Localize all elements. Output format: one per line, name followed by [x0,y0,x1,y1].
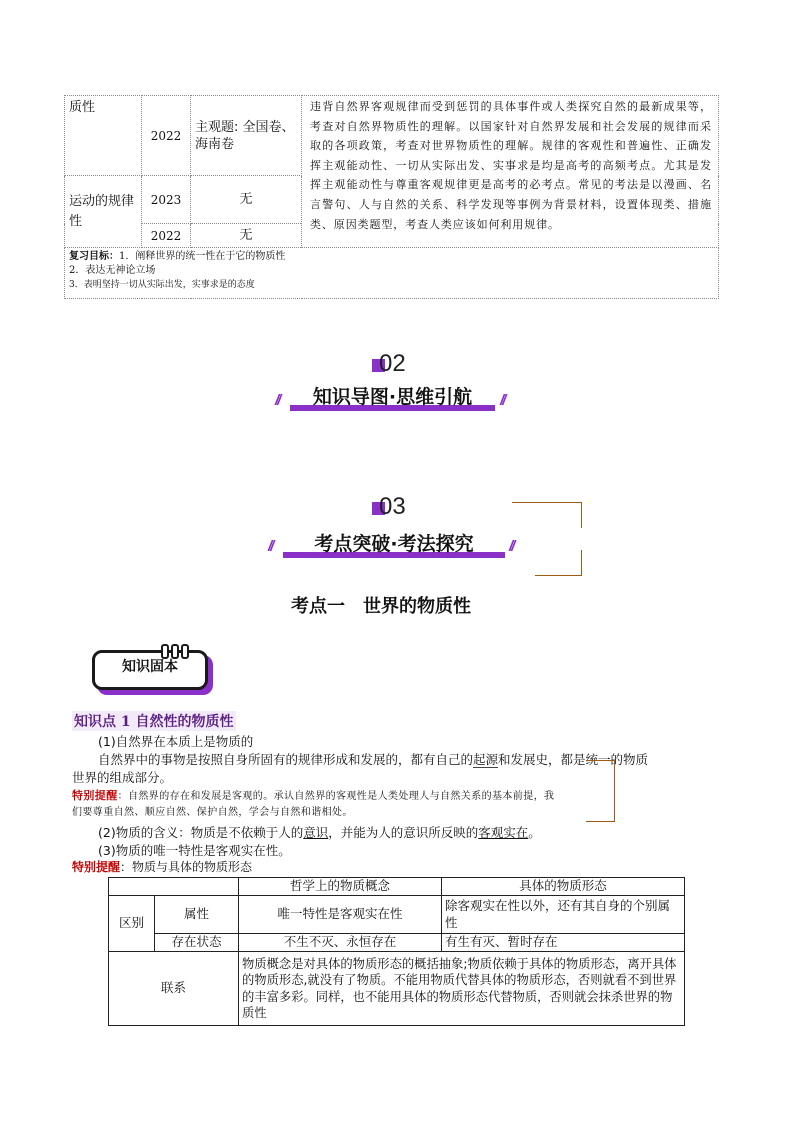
table-cell: 有生有灭、暂时存在 [442,934,685,952]
special-tip: 特别提醒：物质与具体的物质形态 [72,860,253,874]
kaodian-title: 考点一 世界的物质性 [291,596,471,617]
year-cell: 2022 [142,224,191,248]
review-goals [65,248,719,299]
right-slashes: // [500,392,505,409]
section-heading [290,382,495,411]
knowledge-badge [92,650,208,690]
knowledge-point-title: 知识点 1 自然性的物质性 [72,711,236,731]
binder-ring-icon [171,644,179,659]
table-cell: 除客观实在性以外，还有其自身的个别属性 [442,896,685,934]
topic-cell: 质性 [65,96,142,176]
paragraph: (1)自然界在本质上是物质的 [98,734,254,749]
region-cell: 无 [191,176,302,224]
exam-analysis-table [64,95,719,299]
material-comparison-table [108,877,685,1026]
section-title: 考点突破·考法探究 [314,533,474,555]
section-number: 02 [372,350,406,378]
row-header: 联系 [109,952,239,1026]
region-cell: 主观题: 全国卷、海南卷 [191,96,302,176]
left-slashes: // [275,392,280,409]
goal-item: 3．表明坚持一切从实际出发，实事求是的态度 [69,280,255,290]
right-slashes: // [509,538,514,555]
decorative-bracket [535,550,582,576]
section-heading [283,529,505,558]
year-cell: 2023 [142,176,191,224]
year-cell: 2022 [142,96,191,176]
decorative-bracket [512,502,582,528]
row-header: 区别 [109,896,155,952]
region-cell: 无 [191,224,302,248]
goal-item: 1．阐释世界的统一性在于它的物质性 [119,251,286,262]
special-tip: 特别提醒：自然界的存在和发展是客观的。承认自然界的客观性是人类处理人与自然关系的基本前提，我 们要尊重自然、顺应自然、保护自然，学会与自然和谐相处。 [72,790,555,818]
corner-cell [109,878,239,896]
paragraph: (2)物质的含义：物质是不依赖于人的意识，并能为人的意识所反映的客观实在。 [98,825,541,840]
column-header: 哲学上的物质概念 [239,878,442,896]
binder-ring-icon [181,644,189,659]
row-subheader: 属性 [155,896,239,934]
badge-label: 知识固本 [122,659,178,675]
left-slashes: // [268,538,273,555]
topic-cell: 运动的规律性 [65,176,142,248]
table-cell: 物质概念是对具体的物质形态的概括抽象;物质依赖于具体的物质形态，离开具体的物质形态,就没有了物质。不能用物质代替具体的物质形态，否则就看不到世界的丰富多彩。同样，也不能用具体的物质形态代替物质，否则就会抹杀世界的物质性 [239,952,685,1026]
section-number: 03 [372,493,406,521]
column-header: 具体的物质形态 [442,878,685,896]
binder-ring-icon [161,644,169,659]
paragraph: (3)物质的唯一特性是客观实在性。 [98,843,291,858]
goal-item: 2．表达无神论立场 [69,265,156,276]
table-cell: 不生不灭、永恒存在 [239,934,442,952]
analysis-cell: 违背自然界客观规律而受到惩罚的具体事件或人类探究自然的最新成果等，考查对自然界物质性的理解。以国家针对自然界发展和社会发展的规律而采取的各项政策，考查对世界物质性的理解。规律的客观性和普遍性、正确发挥主观能动性、一切从实际出发、实事求是均是高考的高频考点。尤其是发挥主观能动性与尊重客观规律更是高考的必考点。常见的考法是以漫画、名言警句、人与自然的关系、科学发现等事例为背景材料，设置体现类、措施类、原因类题型，考查人类应该如何利用规律。 [302,96,719,248]
section-title: 知识导图·思维引航 [312,386,473,408]
row-subheader: 存在状态 [155,934,239,952]
paragraph: 世界的组成部分。 [72,770,173,785]
goals-label: 复习目标： [69,251,119,262]
paragraph: 自然界中的事物是按照自身所固有的规律形成和发展的，都有自己的起源和发展史，都是统一的物质 [98,752,649,767]
table-cell: 唯一特性是客观实在性 [239,896,442,934]
